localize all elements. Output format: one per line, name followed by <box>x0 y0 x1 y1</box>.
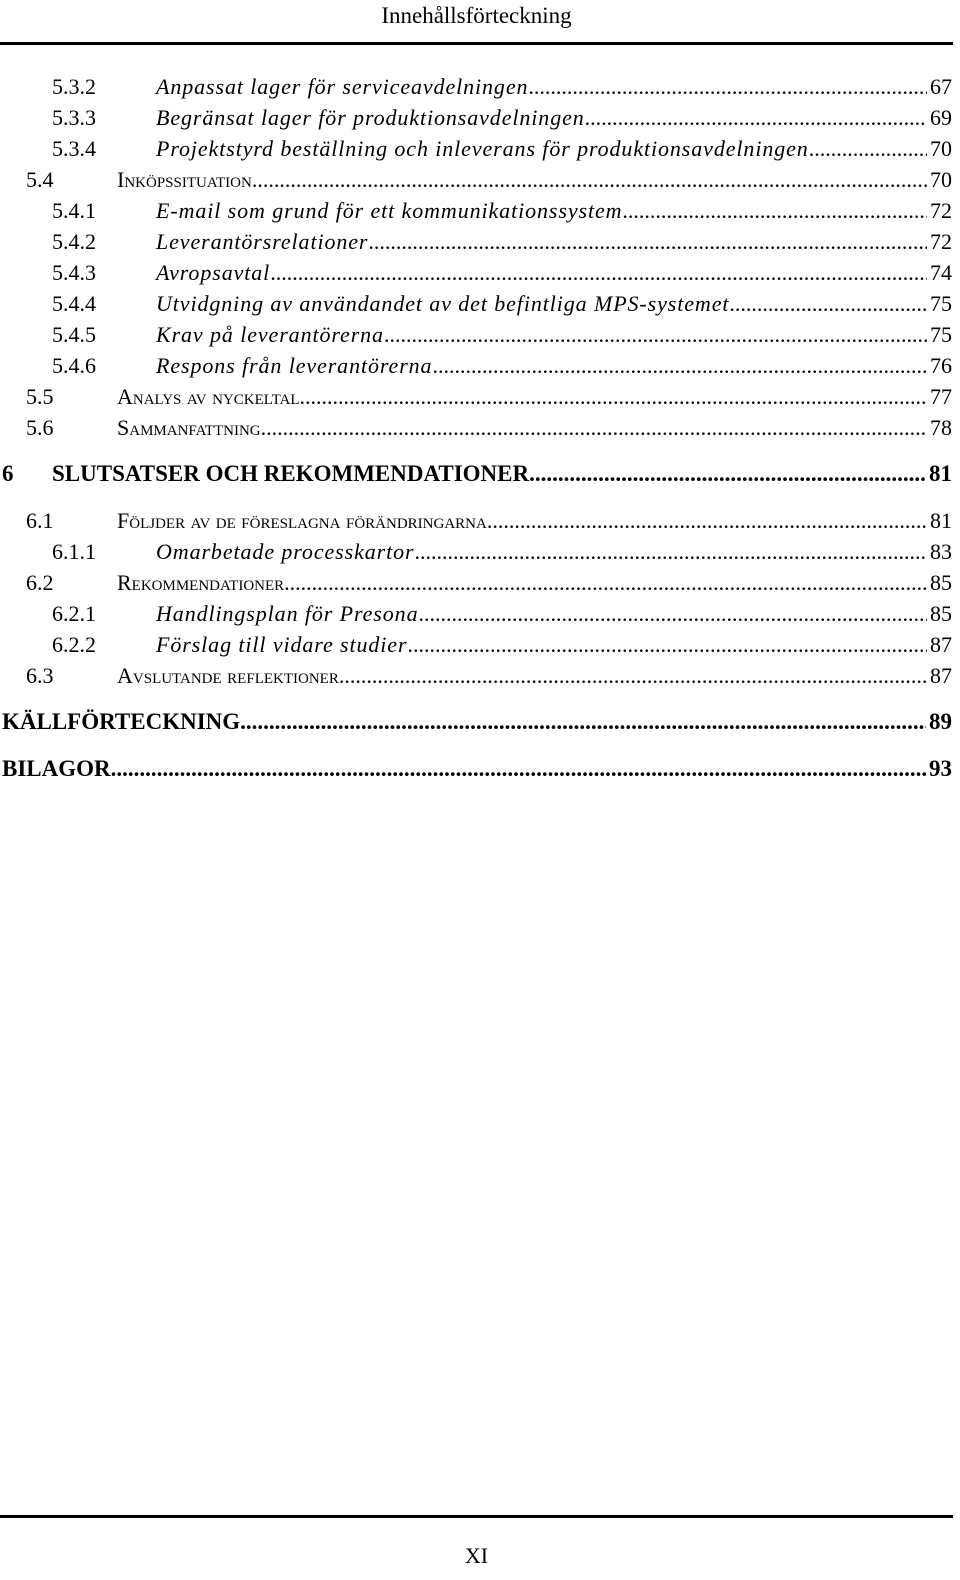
toc-entry[interactable] <box>0 661 952 691</box>
toc-entry-page: 72 <box>930 229 952 254</box>
toc-entry-number: 6 <box>2 461 14 486</box>
toc-dot-leader <box>529 459 926 489</box>
toc-dot-leader <box>300 382 927 412</box>
toc-entry-title: Leverantörsrelationer <box>156 229 369 254</box>
toc-entry-title: Omarbetade processkartor <box>156 539 415 564</box>
toc-dot-leader <box>111 754 926 784</box>
toc-entry-page: 75 <box>930 291 952 316</box>
toc-entry-number: 5.3.4 <box>52 136 96 161</box>
toc-entry-title: E-mail som grund för ett kommunikationssystem <box>156 198 623 223</box>
toc-entry[interactable] <box>0 537 952 567</box>
toc-entry-number: 6.2.1 <box>52 601 96 626</box>
toc-entry-number: 6.1.1 <box>52 539 96 564</box>
toc-entry-page: 69 <box>930 105 952 130</box>
toc-entry-number: 5.5 <box>26 384 54 409</box>
toc-entry-number: 5.4.3 <box>52 260 96 285</box>
toc-entry[interactable] <box>0 196 952 226</box>
toc-entry-title: SLUTSATSER OCH REKOMMENDATIONER <box>52 461 530 486</box>
toc-entry-page: 76 <box>930 353 952 378</box>
toc-entry[interactable] <box>0 568 952 598</box>
toc-entry-title: Avslutande reflektioner <box>117 663 339 688</box>
toc-entry-page: 75 <box>930 322 952 347</box>
page-header-title: Innehållsförteckning <box>381 3 572 28</box>
toc-entry-number: 6.3 <box>26 663 54 688</box>
toc-dot-leader <box>384 320 927 350</box>
toc-entry-title: Projektstyrd beställning och inleverans för produktionsavdelningen <box>156 136 809 161</box>
toc-entry-number: 6.2 <box>26 570 54 595</box>
toc-dot-leader <box>368 227 927 257</box>
toc-entry-page: 85 <box>930 601 952 626</box>
toc-entry-title: Analys av nyckeltal <box>117 384 300 409</box>
toc-entry-page: 85 <box>930 570 952 595</box>
toc-entry[interactable] <box>0 103 952 133</box>
toc-entry[interactable] <box>0 630 952 660</box>
toc-entry-page: 87 <box>930 632 952 657</box>
footer-page-number: XI <box>464 1543 489 1568</box>
toc-dot-leader <box>585 103 927 133</box>
toc-entry-number: 5.6 <box>26 415 54 440</box>
toc-entry[interactable] <box>0 227 952 257</box>
toc-entry-title: Avropsavtal <box>156 260 271 285</box>
toc-entry-title: Inköpssituation <box>117 167 252 192</box>
toc-entry-title: Krav på leverantörerna <box>156 322 384 347</box>
toc-entry-page: 89 <box>929 709 952 734</box>
toc-entry[interactable] <box>0 72 952 102</box>
toc-entry-title: Begränsat lager för produktionsavdelningen <box>156 105 585 130</box>
toc-entry-title: BILAGOR <box>2 756 111 781</box>
toc-dot-leader <box>809 134 927 164</box>
toc-entry-page: 67 <box>930 74 952 99</box>
toc-dot-leader <box>729 289 927 319</box>
toc-entry-page: 74 <box>930 260 952 285</box>
toc-entry-page: 70 <box>930 136 952 161</box>
header-rule <box>0 42 953 45</box>
toc-entry-title: Följder av de föreslagna förändringarna <box>117 508 487 533</box>
toc-entry[interactable] <box>0 459 952 489</box>
toc-dot-leader <box>339 661 927 691</box>
toc-entry-number: 5.4.1 <box>52 198 96 223</box>
toc-dot-leader <box>487 506 927 536</box>
toc-dot-leader <box>270 258 927 288</box>
toc-dot-leader <box>432 351 927 381</box>
toc-entry-number: 5.4.4 <box>52 291 96 316</box>
toc-entry-page: 83 <box>930 539 952 564</box>
toc-entry-title: Rekommendationer <box>117 570 285 595</box>
toc-entry-page: 93 <box>929 756 952 781</box>
toc-dot-leader <box>284 568 927 598</box>
toc-entry-page: 81 <box>930 508 952 533</box>
toc-entry-page: 70 <box>930 167 952 192</box>
toc-entry-title: Handlingsplan för Presona <box>156 601 419 626</box>
toc-entry-title: Sammanfattning <box>117 415 261 440</box>
toc-entry[interactable] <box>0 506 952 536</box>
toc-entry-number: 5.4 <box>26 167 54 192</box>
toc-dot-leader <box>407 630 927 660</box>
toc-entry-number: 5.3.3 <box>52 105 96 130</box>
toc-entry[interactable] <box>0 258 952 288</box>
toc-dot-leader <box>261 413 927 443</box>
toc-entry-title: Utvidgning av användandet av det befintliga MPS-systemet <box>156 291 730 316</box>
toc-entry-number: 5.4.5 <box>52 322 96 347</box>
toc-entry-number: 5.4.6 <box>52 353 96 378</box>
toc-entry[interactable] <box>0 599 952 629</box>
footer-rule <box>0 1515 953 1518</box>
toc-dot-leader <box>622 196 927 226</box>
toc-entry-title: Anpassat lager för serviceavdelningen <box>156 74 529 99</box>
toc-entry[interactable] <box>0 351 952 381</box>
toc-entry[interactable] <box>0 413 952 443</box>
toc-entry-page: 87 <box>930 663 952 688</box>
toc-entry-page: 81 <box>929 461 952 486</box>
toc-dot-leader <box>414 537 927 567</box>
toc-entry-number: 6.1 <box>26 508 54 533</box>
toc-dot-leader <box>240 707 926 737</box>
toc-entry-page: 77 <box>930 384 952 409</box>
toc-entry-page: 78 <box>930 415 952 440</box>
toc-entry[interactable] <box>0 165 952 195</box>
toc-entry-number: 5.4.2 <box>52 229 96 254</box>
toc-entry[interactable] <box>0 707 952 737</box>
toc-entry[interactable] <box>0 382 952 412</box>
toc-entry-number: 6.2.2 <box>52 632 96 657</box>
toc-entry[interactable] <box>0 289 952 319</box>
toc-dot-leader <box>252 165 927 195</box>
toc-entry[interactable] <box>0 754 952 784</box>
toc-dot-leader <box>418 599 927 629</box>
toc-dot-leader <box>528 72 927 102</box>
toc-entry[interactable] <box>0 320 952 350</box>
toc-entry-title: Respons från leverantörerna <box>156 353 433 378</box>
toc-entry-number: 5.3.2 <box>52 74 96 99</box>
toc-entry-title: Förslag till vidare studier <box>156 632 408 657</box>
toc-entry[interactable] <box>0 134 952 164</box>
toc-entry-title: KÄLLFÖRTECKNING <box>2 709 241 734</box>
toc-entry-page: 72 <box>930 198 952 223</box>
